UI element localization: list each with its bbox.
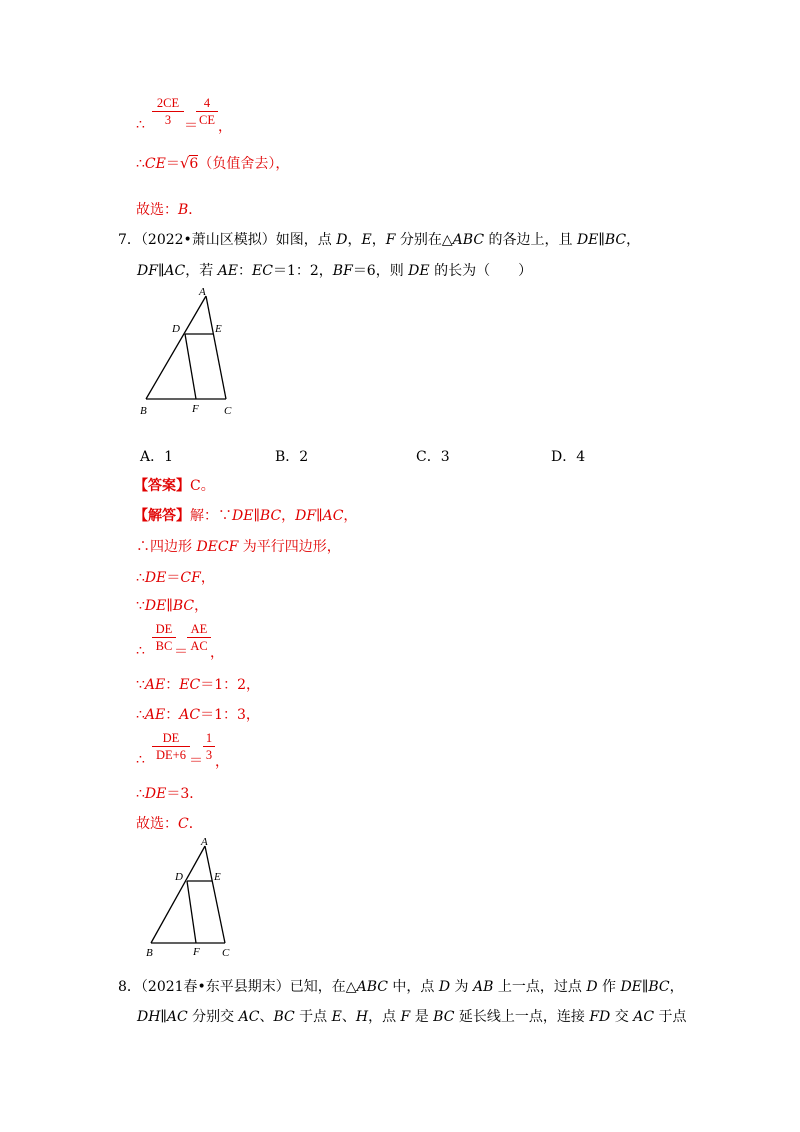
comma: ， bbox=[210, 645, 224, 661]
negative-discard-note: （负值舍去）， bbox=[198, 156, 290, 172]
text: 解：∵ bbox=[190, 508, 232, 524]
fraction-numerator: 4 bbox=[203, 96, 211, 110]
option-c[interactable] bbox=[416, 446, 450, 466]
var: ABC bbox=[452, 232, 485, 248]
text: 是 bbox=[410, 1009, 434, 1025]
question-number: 7． bbox=[118, 232, 141, 248]
var: E bbox=[361, 232, 372, 248]
var: F bbox=[385, 232, 396, 248]
text: ＝1：2， bbox=[272, 263, 333, 279]
sqrt-radicand: 6 bbox=[189, 156, 199, 172]
var: D bbox=[438, 979, 451, 995]
var: DE bbox=[144, 786, 167, 802]
comma: ， bbox=[215, 754, 229, 770]
analysis-line-9 bbox=[136, 785, 203, 803]
label-f: F bbox=[193, 946, 200, 958]
therefore-symbol: ∴ bbox=[136, 117, 145, 133]
text: ∴ bbox=[136, 786, 145, 802]
question-7-line-2 bbox=[137, 262, 532, 280]
triangle-figure-solution bbox=[142, 834, 242, 962]
text: ： bbox=[238, 263, 253, 279]
var: DE bbox=[408, 263, 430, 279]
var: DE∥BC bbox=[144, 598, 195, 614]
label-a: A bbox=[199, 286, 206, 298]
option-d[interactable] bbox=[551, 446, 585, 466]
var: ABC bbox=[356, 979, 388, 995]
text: ， bbox=[347, 232, 362, 248]
var: AB bbox=[473, 979, 494, 995]
answer-label: 故选： bbox=[136, 202, 178, 218]
var: AC bbox=[179, 707, 201, 723]
fraction-4-over-ce bbox=[196, 96, 218, 127]
answer-value: B bbox=[178, 202, 189, 218]
question-8-line-1 bbox=[118, 978, 684, 996]
var: DF∥AC bbox=[137, 263, 186, 279]
option-value: 3 bbox=[440, 449, 450, 465]
fraction-bar bbox=[152, 746, 190, 747]
text: 于点 bbox=[654, 1009, 687, 1025]
var: DE∥BC bbox=[620, 979, 670, 995]
answer-value: C。 bbox=[190, 478, 215, 494]
label-e: E bbox=[215, 323, 222, 335]
label-b: B bbox=[146, 947, 153, 959]
option-value: 2 bbox=[299, 449, 309, 465]
label-d: D bbox=[172, 323, 180, 335]
text: （2022•萧山区模拟）如图，点 bbox=[140, 232, 337, 248]
var: AE bbox=[144, 677, 166, 693]
equals-sign: ＝ bbox=[189, 753, 203, 769]
equals-sign: ＝ bbox=[165, 156, 180, 172]
text: 的长为（ ） bbox=[429, 263, 533, 279]
fraction-numerator: DE bbox=[155, 622, 173, 636]
option-value: 1 bbox=[164, 449, 174, 465]
answer-label: 故选： bbox=[136, 816, 178, 832]
label-b: B bbox=[140, 405, 147, 417]
equals-sign: ＝ bbox=[174, 644, 188, 660]
text: ＝ bbox=[166, 570, 181, 586]
fraction-de-over-de-plus-6 bbox=[152, 731, 190, 762]
sqrt-symbol: √ bbox=[179, 154, 190, 172]
var: EC bbox=[179, 677, 201, 693]
analysis-line-7 bbox=[136, 706, 260, 724]
var: FD bbox=[589, 1009, 611, 1025]
text: 作 bbox=[597, 979, 621, 995]
fraction-numerator: 2CE bbox=[156, 96, 180, 110]
text: 为 bbox=[450, 979, 473, 995]
edge-ab bbox=[151, 846, 205, 943]
var: AC bbox=[238, 1009, 260, 1025]
option-label: B． bbox=[275, 449, 300, 465]
fraction-denominator: AC bbox=[190, 639, 208, 653]
text: ， bbox=[281, 508, 296, 524]
fraction-ae-over-ac bbox=[187, 622, 211, 653]
text: ∴ bbox=[136, 707, 145, 723]
fraction-denominator: CE bbox=[199, 113, 215, 127]
label-a: A bbox=[201, 836, 208, 848]
text: ∴四边形 bbox=[136, 539, 197, 555]
text: 于点 bbox=[294, 1009, 332, 1025]
text: ， bbox=[669, 979, 684, 995]
var: DE∥BC bbox=[232, 508, 282, 524]
fraction-2ce-over-3 bbox=[152, 96, 184, 127]
fraction-numerator: AE bbox=[190, 622, 208, 636]
answer-line-q7 bbox=[136, 815, 203, 833]
answer-end: ． bbox=[188, 202, 203, 218]
label-f: F bbox=[192, 403, 199, 415]
fraction-bar bbox=[196, 111, 218, 112]
var: DECF bbox=[196, 539, 239, 555]
text: ＝3． bbox=[166, 786, 204, 802]
fraction-bar bbox=[187, 637, 211, 638]
var: CF bbox=[180, 570, 201, 586]
var: BF bbox=[332, 263, 353, 279]
text: （2021春•东平县期末）已知，在△ bbox=[140, 979, 357, 995]
label-e: E bbox=[214, 871, 221, 883]
text: ∴ bbox=[136, 570, 145, 586]
var: EC bbox=[252, 263, 273, 279]
fraction-de-over-bc bbox=[152, 622, 176, 653]
var: DH∥AC bbox=[137, 1009, 188, 1025]
text: 交 bbox=[610, 1009, 634, 1025]
text: ： bbox=[165, 707, 180, 723]
option-value: 4 bbox=[576, 449, 586, 465]
var: BC bbox=[433, 1009, 455, 1025]
fraction-denominator: 3 bbox=[205, 748, 213, 762]
edge-ac bbox=[205, 846, 225, 943]
text: ， bbox=[371, 232, 386, 248]
fraction-bar bbox=[152, 111, 184, 112]
option-label: A． bbox=[140, 449, 165, 465]
fraction-denominator: DE+6 bbox=[156, 748, 186, 762]
fraction-numerator: 1 bbox=[205, 731, 213, 745]
var: AC bbox=[633, 1009, 655, 1025]
triangle-figure-question bbox=[136, 284, 246, 420]
fraction-denominator: 3 bbox=[164, 113, 172, 127]
option-b[interactable] bbox=[275, 446, 308, 466]
text: 、 bbox=[259, 1009, 274, 1025]
answer-tag: 【答案】 bbox=[134, 478, 190, 494]
therefore-symbol: ∴ bbox=[136, 643, 145, 659]
label-c: C bbox=[222, 947, 230, 959]
analysis-line-2 bbox=[136, 538, 341, 556]
var: AE bbox=[217, 263, 239, 279]
therefore-symbol: ∴ bbox=[136, 752, 145, 768]
text: ，点 bbox=[368, 1009, 401, 1025]
ce-result-line bbox=[136, 154, 289, 173]
text: ＝1：3， bbox=[200, 707, 260, 723]
var: D bbox=[336, 232, 348, 248]
var: D bbox=[586, 979, 598, 995]
var: BC bbox=[273, 1009, 295, 1025]
text: 的各边上，且 bbox=[484, 232, 577, 248]
var: H bbox=[355, 1009, 369, 1025]
edge-ac bbox=[206, 296, 226, 399]
text: ， bbox=[343, 508, 358, 524]
text: 延长线上一点，连接 bbox=[454, 1009, 590, 1025]
text: ＝6，则 bbox=[352, 263, 409, 279]
analysis-line-4 bbox=[136, 597, 208, 615]
edge-ab bbox=[146, 296, 206, 399]
fraction-bar bbox=[203, 746, 215, 747]
fraction-1-over-3 bbox=[203, 731, 215, 762]
question-number: 8． bbox=[118, 979, 141, 995]
text: ，若 bbox=[185, 263, 218, 279]
label-c: C bbox=[224, 405, 232, 417]
text: 为平行四边形， bbox=[238, 539, 341, 555]
question-8-line-2 bbox=[137, 1008, 686, 1026]
option-label: D． bbox=[551, 449, 577, 465]
equals-sign: ＝ bbox=[184, 118, 198, 134]
segment-df bbox=[185, 334, 196, 399]
text: 中，点 bbox=[387, 979, 439, 995]
text: ∵ bbox=[136, 677, 145, 693]
var: E bbox=[331, 1009, 342, 1025]
var: DE bbox=[144, 570, 167, 586]
var: AE bbox=[144, 707, 166, 723]
answer-line-prev bbox=[136, 201, 202, 219]
analysis-tag: 【解答】 bbox=[134, 508, 190, 524]
answer-end: ． bbox=[188, 816, 203, 832]
fraction-denominator: BC bbox=[155, 639, 173, 653]
label-d: D bbox=[175, 871, 183, 883]
text: ， bbox=[194, 598, 209, 614]
text: ， bbox=[200, 570, 215, 586]
option-a[interactable] bbox=[140, 446, 173, 466]
text: ∵ bbox=[136, 598, 145, 614]
segment-df bbox=[187, 881, 196, 943]
fraction-numerator: DE bbox=[162, 731, 180, 745]
analysis-line-3 bbox=[136, 569, 215, 587]
text: ， bbox=[626, 232, 641, 248]
fraction-bar bbox=[152, 637, 176, 638]
text: 、 bbox=[341, 1009, 356, 1025]
question-7-line-1 bbox=[118, 231, 640, 249]
analysis-line-1 bbox=[134, 507, 357, 525]
text: 分别在△ bbox=[395, 232, 453, 248]
answer-line bbox=[134, 477, 215, 495]
text: 分别交 bbox=[187, 1009, 239, 1025]
text: ： bbox=[165, 677, 180, 693]
var: DE∥BC bbox=[576, 232, 627, 248]
var: DF∥AC bbox=[295, 508, 344, 524]
comma: ， bbox=[218, 119, 232, 135]
text: ＝1：2， bbox=[200, 677, 261, 693]
answer-value: C bbox=[178, 816, 189, 832]
analysis-line-6 bbox=[136, 676, 260, 694]
therefore-symbol: ∴ bbox=[136, 156, 145, 172]
var-ce: CE bbox=[144, 156, 166, 172]
text: 上一点，过点 bbox=[493, 979, 587, 995]
var: F bbox=[400, 1009, 411, 1025]
option-label: C． bbox=[416, 449, 441, 465]
